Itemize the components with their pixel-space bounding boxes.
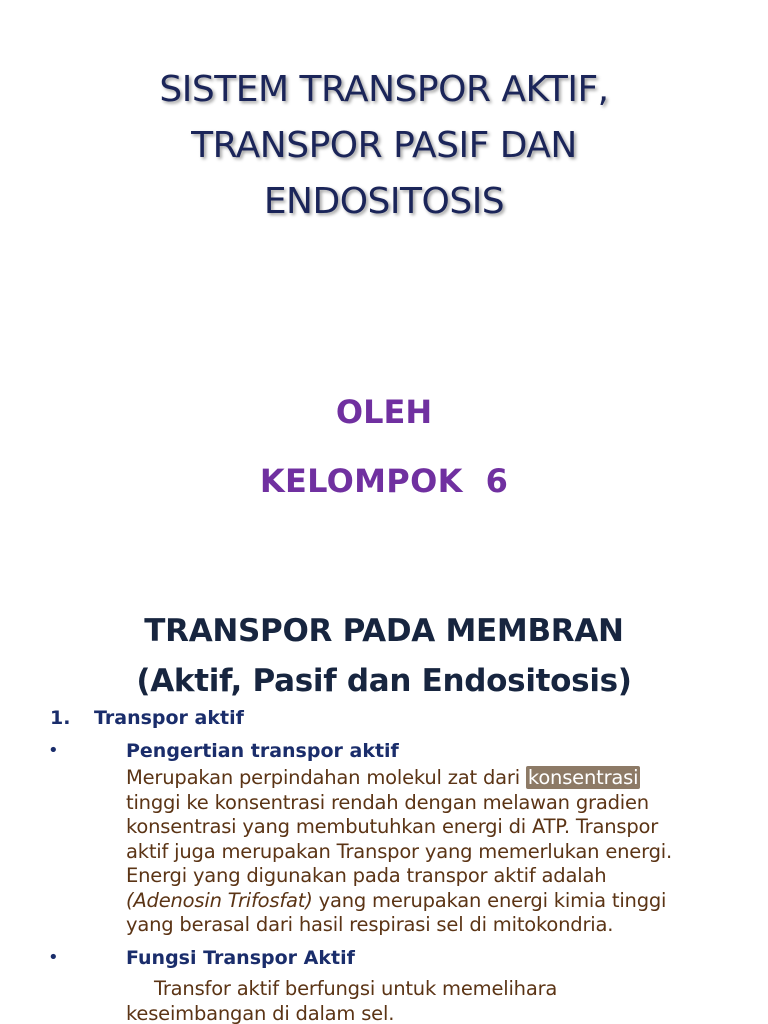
- group-number: 6: [485, 462, 509, 500]
- highlighted-term: konsentrasi: [527, 766, 639, 789]
- bullet-icon: •: [48, 947, 59, 968]
- group-label: [84, 459, 684, 503]
- paragraph-text: Merupakan perpindahan molekul zat dari: [126, 766, 526, 789]
- paragraph-line: yang berasal dari hasil respirasi sel di mitokondria.: [126, 913, 614, 936]
- paragraph-line: tinggi ke konsentrasi rendah dengan melawan gradien: [126, 790, 649, 814]
- slide-title-line-2: TRANSPOR PASIF DAN: [191, 125, 577, 166]
- subsection-title-definition: Pengertian transpor aktif: [126, 740, 399, 762]
- section-heading: [34, 606, 734, 706]
- paragraph-line: aktif juga merupakan Transpor yang memerlukan energi.: [126, 839, 672, 863]
- paragraph-line: keseimbangan di dalam sel.: [126, 1002, 395, 1024]
- definition-paragraph: [126, 766, 726, 938]
- paragraph-line: [126, 889, 726, 914]
- paragraph-line: konsentrasi yang membutuhkan energi di ATP. Transpor: [126, 815, 659, 838]
- section-heading-line-2: (Aktif, Pasif dan Endositosis): [136, 663, 632, 699]
- list-number: 1.: [50, 707, 71, 729]
- paragraph-line: Transfor aktif berfungsi untuk memelihara: [154, 977, 558, 1000]
- paragraph-line: Energi yang digunakan pada transpor aktif adalah: [126, 864, 607, 887]
- section-heading-line-1: TRANSPOR PADA MEMBRAN: [144, 613, 624, 649]
- italic-term: (Adenosin Trifosfat): [126, 888, 313, 912]
- author-label: OLEH: [335, 393, 433, 431]
- function-paragraph: [126, 976, 726, 1024]
- slide-title-line-3: ENDOSITOSIS: [263, 181, 505, 222]
- subsection-title-function: Fungsi Transpor Aktif: [126, 947, 355, 969]
- group-word: KELOMPOK: [259, 462, 463, 500]
- bullet-icon: •: [48, 740, 59, 761]
- slide-title-line-1: SISTEM TRANSPOR AKTIF,: [159, 69, 609, 110]
- list-item-title: Transpor aktif: [94, 707, 244, 729]
- paragraph-text: yang merupakan energi kimia tinggi: [312, 888, 667, 912]
- slide-title: [84, 62, 684, 230]
- paragraph-line: [126, 766, 726, 791]
